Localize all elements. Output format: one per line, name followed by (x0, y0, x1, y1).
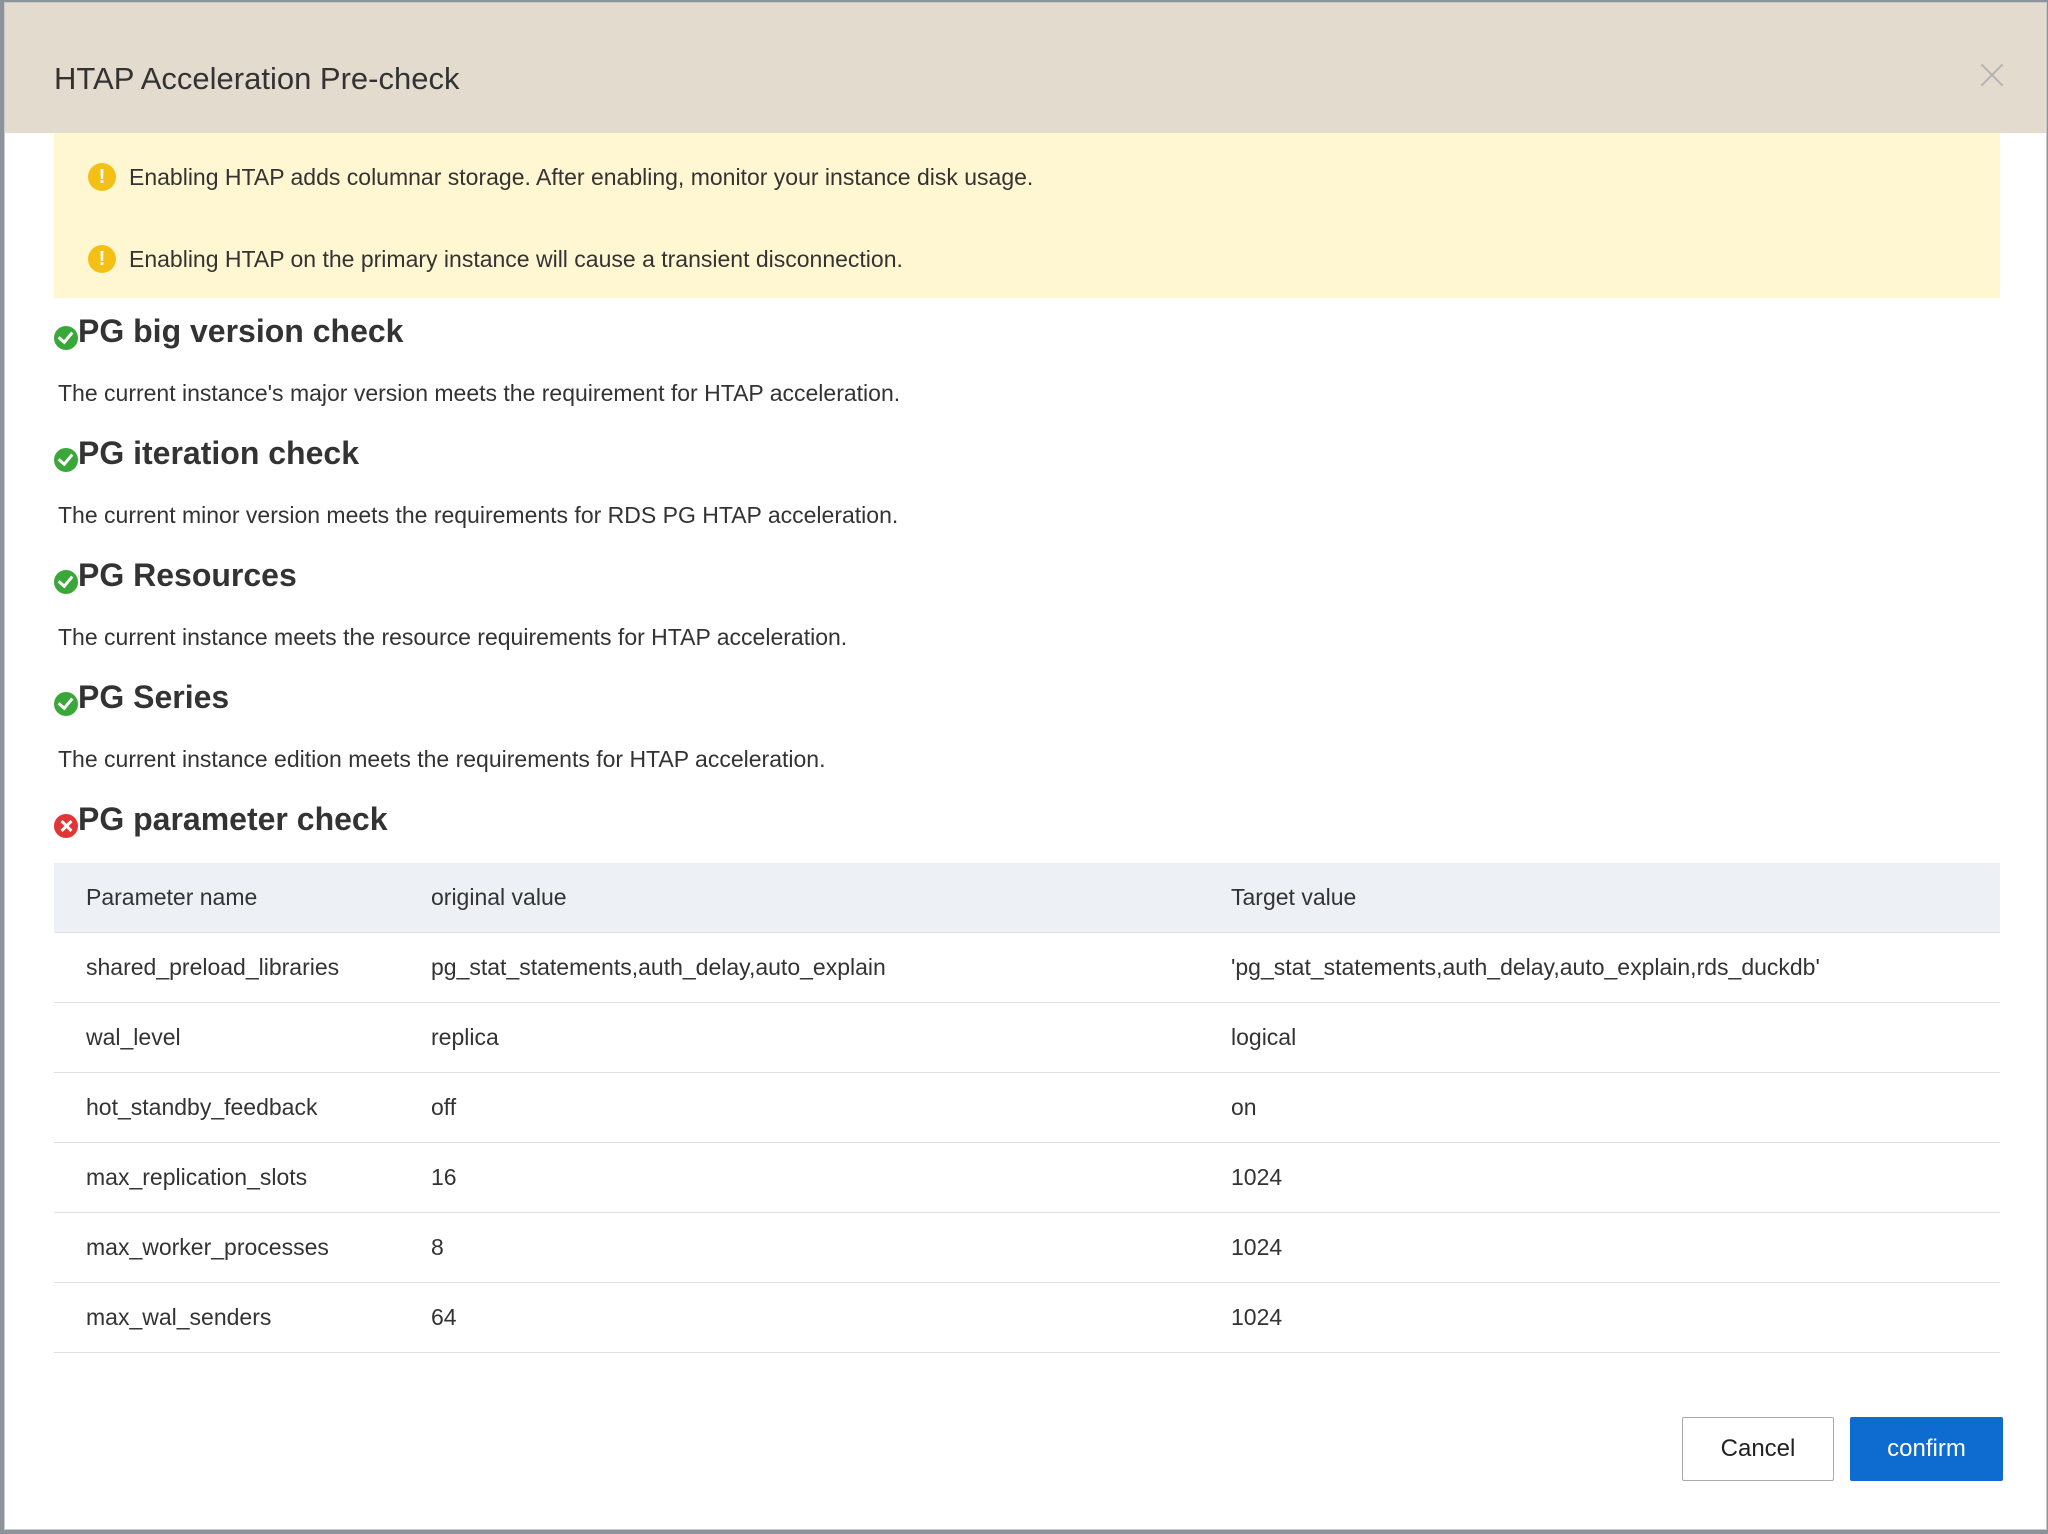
check-description: The current minor version meets the requirements for RDS PG HTAP acceleration. (58, 502, 899, 528)
target-value: logical (1199, 1003, 2000, 1073)
check-title: PG Resources (54, 553, 297, 597)
check-title: PG iteration check (54, 431, 359, 475)
original-value: 64 (399, 1283, 1199, 1353)
parameter-name: wal_level (54, 1003, 399, 1073)
warning-icon: ! (88, 163, 116, 191)
table-row (54, 1283, 2000, 1353)
table-row (54, 1073, 2000, 1143)
table-header-row (54, 863, 2000, 933)
parameter-table (54, 863, 2000, 1353)
target-value: 1024 (1199, 1143, 2000, 1213)
check-title: PG parameter check (54, 797, 388, 841)
check-title: PG big version check (54, 309, 403, 353)
check-description: The current instance edition meets the requirements for HTAP acceleration. (58, 746, 826, 772)
parameter-name: max_replication_slots (54, 1143, 399, 1213)
original-value: pg_stat_statements,auth_delay,auto_explain (399, 933, 1199, 1003)
check-title: PG Series (54, 675, 229, 719)
dialog-header (5, 3, 2046, 133)
column-header: original value (399, 863, 1199, 933)
confirm-button[interactable]: confirm (1850, 1417, 2003, 1481)
target-value: 'pg_stat_statements,auth_delay,auto_explain,rds_duckdb' (1199, 933, 2000, 1003)
original-value: 16 (399, 1143, 1199, 1213)
warning-notice (54, 133, 2000, 298)
table-row (54, 1213, 2000, 1283)
target-value: 1024 (1199, 1283, 2000, 1353)
target-value: 1024 (1199, 1213, 2000, 1283)
check-pass-icon (54, 326, 78, 350)
column-header: Target value (1199, 863, 2000, 933)
check-pass-icon (54, 448, 78, 472)
table-row (54, 1003, 2000, 1073)
parameter-name: hot_standby_feedback (54, 1073, 399, 1143)
close-icon[interactable] (1978, 61, 2006, 89)
original-value: off (399, 1073, 1199, 1143)
check-pass-icon (54, 570, 78, 594)
check-description: The current instance meets the resource requirements for HTAP acceleration. (58, 624, 848, 650)
check-pass-icon (54, 692, 78, 716)
parameter-name: max_wal_senders (54, 1283, 399, 1353)
column-header: Parameter name (54, 863, 399, 933)
notice-item (88, 241, 903, 277)
dialog-title: HTAP Acceleration Pre-check (54, 61, 460, 96)
check-fail-icon (54, 814, 78, 838)
target-value: on (1199, 1073, 2000, 1143)
check-description: The current instance's major version meets the requirement for HTAP acceleration. (58, 380, 901, 406)
notice-text: Enabling HTAP on the primary instance will cause a transient disconnection. (129, 245, 903, 272)
parameter-name: max_worker_processes (54, 1213, 399, 1283)
warning-icon: ! (88, 245, 116, 273)
notice-text: Enabling HTAP adds columnar storage. After enabling, monitor your instance disk usage. (129, 163, 1034, 190)
cancel-button[interactable]: Cancel (1682, 1417, 1834, 1481)
original-value: 8 (399, 1213, 1199, 1283)
notice-item (88, 159, 1033, 195)
precheck-dialog (4, 2, 2047, 1530)
table-row (54, 1143, 2000, 1213)
table-row (54, 933, 2000, 1003)
original-value: replica (399, 1003, 1199, 1073)
parameter-name: shared_preload_libraries (54, 933, 399, 1003)
